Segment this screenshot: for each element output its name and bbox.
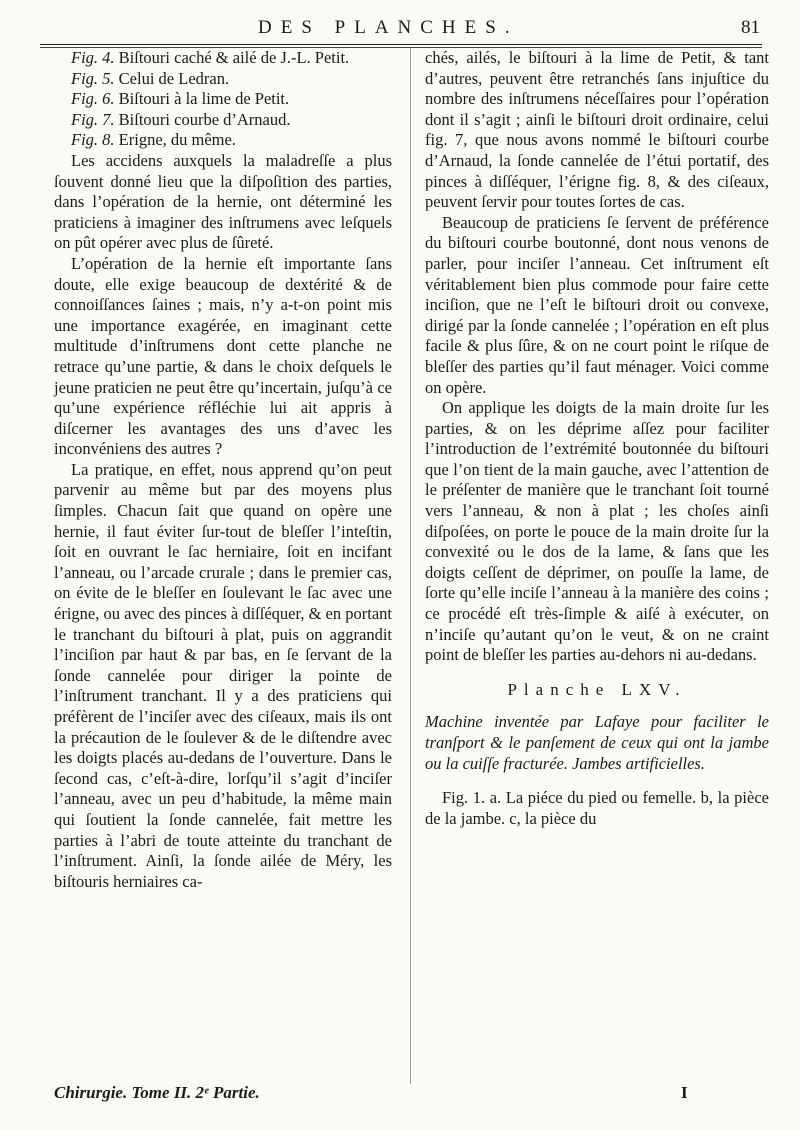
page-number: 81 (741, 17, 760, 38)
figure-caption: Fig. 4. Biſtouri caché & ailé de J.-L. Petit. (71, 48, 350, 67)
signature-mark: I (681, 1083, 688, 1102)
paragraph: La pratique, en effet, nous apprend qu’on peut parvenir au même but par des moyens plus ſimples. Chacun ſait que quand on opère une hernie, il faut éviter ſur-tout de bleſſer l’inteſtin, ſoit en ouvrant le ſac herniaire, ſoit en incifant l’anneau, ou l’arcade crurale ; dans le premier cas, on évite de le bleſſer en ſoulevant le ſac avec une érigne, ou avec des pinces à diſſéquer, & en portant le tranchant du biſtouri à plat, puis on aggrandit l’inciſion par haut & par bas, en ſe ſervant de la ſonde cannelée pour diriger la pointe de l’inſtrument tranchant. Il y a des praticiens qui préfèrent de l’inciſer avec des ciſeaux, mais ils ont la précaution de le ſoulever & de le diſtendre avec les doigts placés au-dedans de l’ouverture. Dans le ſecond cas, c’eſt-à-dire, lorſqu’il s’agit d’inciſer l’anneau, avec un peu d’habitude, la même main qui ſoutient la ſonde cannelée, fait mettre les parties à l’abri de toute atteinte du tranchant de l’inſtrument. Ainſi, la ſonde ailée de Méry, les biſtouris herniaires ca- (54, 459, 392, 891)
figure-caption: Fig. 8. Erigne, du même. (71, 130, 236, 150)
page-footer (54, 1083, 774, 1103)
running-head: DES PLANCHES. (258, 17, 519, 38)
paragraph: Les accidens auxquels la maladreſſe a plus ſouvent donné lieu que la diſpoſition des parties, dans l’opération de la hernie, ont déterminé les praticiens à imaginer des inſtrumens avec leſquels on pût opérer avec plus de ſûreté. (54, 150, 392, 253)
left-column (54, 48, 392, 892)
spacer (425, 774, 769, 788)
figure-caption: Fig. 6. Biſtouri à la lime de Petit. (71, 89, 290, 109)
plate-title: Planche LXV. (507, 679, 687, 699)
plate-description: Machine inventée par Lafaye pour faciliter le tranſport & le panſement de ceux qui ont la jambe ou la cuiſſe fracturée. Jambes artificielles. (425, 712, 769, 773)
figure-caption: Fig. 1. a. La piéce du pied ou femelle. b, la pièce de la jambe. c, la pièce du (425, 788, 769, 828)
signature-line: Chirurgie. Tome II. 2ᵉ Partie. (54, 1083, 260, 1102)
header-rule (40, 44, 762, 45)
paragraph: chés, ailés, le biſtouri à la lime de Petit, & tant d’autres, peuvent être retranchés ſans injuſtice du nombre des inſtrumens néceſſaires pour l’opération dont il s’agit ; ainſi le biſtouri droit ordinaire, celui fig. 7, que nous avons nommé le biſtouri courbe d’Arnaud, la ſonde cannelée de l’étui portatif, des pinces à diſſéquer, l’érigne fig. 8, & des ciſeaux, peuvent ſervir pour toutes ſortes de cas. (425, 48, 769, 212)
page-header (0, 14, 800, 44)
right-column (425, 48, 769, 829)
paragraph: On applique les doigts de la main droite ſur les parties, & on les déprime aſſez pour faciliter l’introduction de l’extrémité boutonnée du biſtouri que l’on tient de la main gauche, avec l’attention de le préſenter de manière que le tranchant ſoit tourné vers l’anneau, & non à plat ; les choſes ainſi diſpoſées, on porte le pouce de la main droite ſur la convexité ou le dos de la lame, & ſans que les doigts ceſſent de déprimer, on pouſſe la lame, de ſorte qu’elle inciſe l’anneau à la manière des coins ; ce procédé eſt très-ſimple & aiſé à exécuter, on n’inciſe qu’autant qu’on le veut, & on ne craint point de bleſſer les parties au-dehors ni au-dedans. (425, 398, 769, 665)
column-divider (410, 48, 411, 1084)
paragraph: Beaucoup de praticiens ſe ſervent de préférence du biſtouri courbe boutonné, dont nous venons de parler, pour inciſer l’anneau. Cet inſtrument eſt véritablement bien plus commode pour faire cette inciſion, que ne l’eſt le biſtouri droit ou convexe, dirigé par la ſonde cannelée ; l’opération en eſt plus facile & plus ſûre, & on ne court point le riſque de bleſſer des parties qu’il faut ménager. Voici comme on opère. (425, 212, 769, 397)
figure-caption: Fig. 5. Celui de Ledran. (71, 68, 230, 88)
paragraph: L’opération de la hernie eſt importante ſans doute, elle exige beaucoup de dextérité & de connoiſſances ſaines ; mais, n’y a-t-on point mis une importance exagérée, en imaginant cette multitude d’inſtrumens dont cette planche ne retrace qu’une partie, & dans le choix deſquels le jeune praticien ne peut être qu’incertain, juſqu’à ce qu’une expérience réfléchie lui ait appris à diſcerner les avantages des uns d’avec les inconvéniens des autres ? (54, 253, 392, 459)
figure-caption: Fig. 7. Biſtouri courbe d’Arnaud. (71, 109, 291, 129)
